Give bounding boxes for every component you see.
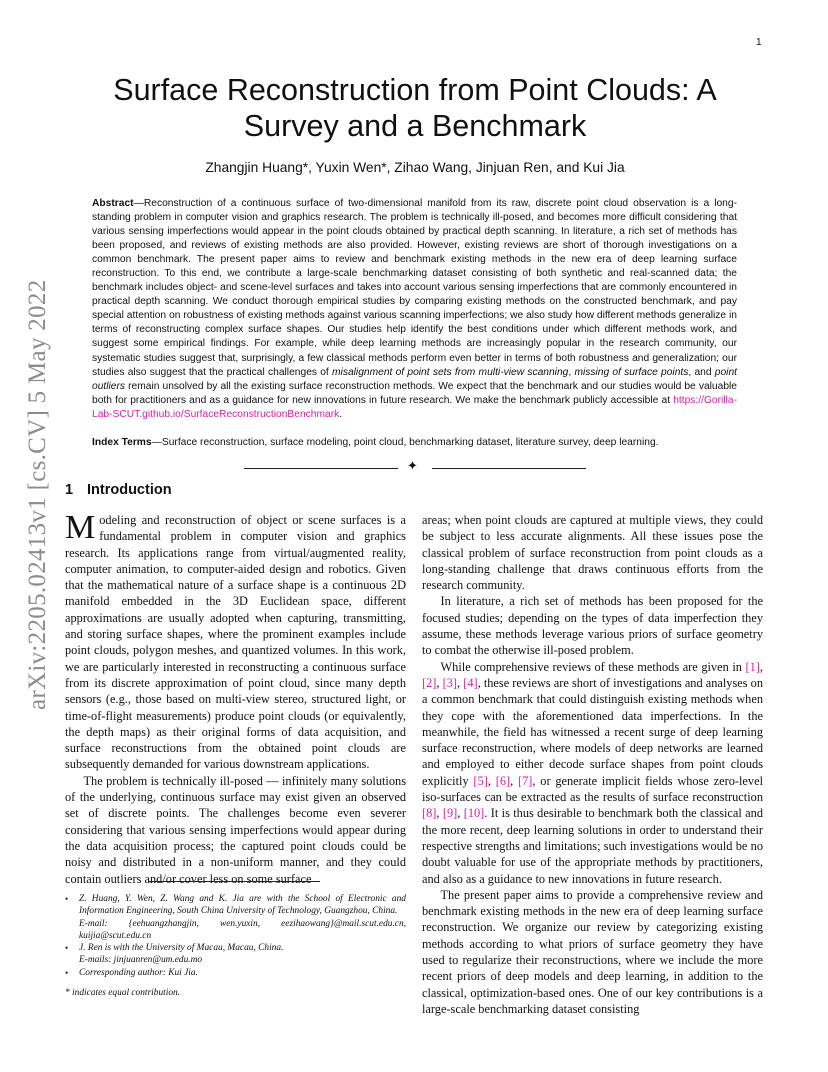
arxiv-identifier-stamp[interactable]: arXiv:2205.02413v1 [cs.CV] 5 May 2022 <box>24 279 51 710</box>
abstract <box>92 197 737 422</box>
footnote-affiliation-scut <box>65 893 406 942</box>
citation-link[interactable]: [2] <box>422 675 437 690</box>
bullet-icon: • <box>65 894 69 904</box>
intro-paragraph-1 <box>65 509 406 773</box>
citation-link[interactable]: [1] <box>745 659 760 674</box>
abstract-emphasis-outliers: point outliers <box>92 366 737 392</box>
paragraph-text: While comprehensive reviews of these methods are given in <box>440 659 746 674</box>
footnote-affiliation-macau <box>65 942 406 967</box>
abstract-separator: , <box>568 366 575 378</box>
paragraph-text: , these reviews are short of investigations and analyses on a common benchmark that could distinguish existing methods when they cope with the aforementioned data imperfections. In the meanwhile, the field has witnessed a recent surge of deep learning surface reconstruction, where models of deep networks are learned and employed to either decode surface shapes from point clouds explicitly <box>422 675 764 788</box>
citation-link[interactable]: [9] <box>442 806 458 821</box>
right-column <box>422 512 763 1017</box>
divider-star-icon: ✦ <box>407 459 418 474</box>
drop-cap: M <box>65 509 96 546</box>
divider-line-right <box>432 468 586 469</box>
abstract-emphasis-missing-points: missing of surface points <box>574 366 689 378</box>
citation-link[interactable]: [6] <box>495 773 511 788</box>
footnote-rule <box>148 881 320 882</box>
citation-link[interactable]: [10] <box>463 806 485 821</box>
bullet-icon: • <box>65 967 69 978</box>
section-heading-introduction <box>65 482 172 498</box>
divider-line-left <box>244 468 398 469</box>
footnote-email: E-mail: {eehuangzhangjin, wen.yuxin, eezihaowang}@mail.scut.edu.cn, kuijia@scut.edu.cn <box>79 918 406 941</box>
paragraph-text: , or generate implicit fields whose zero-level iso-surfaces can be extracted as the results of surface reconstruction <box>422 773 763 805</box>
footnotes <box>65 893 406 999</box>
footnote-email: E-mails: jinjuanren@um.edu.mo <box>79 955 203 966</box>
section-divider <box>244 459 586 474</box>
section-number: 1 <box>65 482 74 498</box>
intro-paragraph-6: The present paper aims to provide a comprehensive review and benchmark existing methods in the new era of deep learning surface reconstruction. We organize our review by categorizing existing methods according to what priors of surface geometry they have used to regularize their reconstructions, where we include the more recent priors of deep models and deep learning, in addition to the classical, optimization-based ones. One of our key contributions is a large-scale benchmarking dataset consisting <box>422 887 763 1016</box>
footnote-equal-contribution: * indicates equal contribution. <box>65 988 181 999</box>
footnote-text: J. Ren is with the University of Macau, Macau, China. <box>79 943 284 954</box>
index-terms-label: Index Terms <box>92 437 152 448</box>
intro-paragraph-5: While comprehensive reviews of these methods are given in [1], [2], [3], [4], these reviews are short of investigations and analyses on a common benchmark that could distinguish existing methods when they cope with the aforementioned data imperfections. In the meanwhile, the field has witnessed a recent surge of deep learning surface reconstruction, where models of deep networks are learned and employed to either decode surface shapes from point clouds explicitly [5], [6], [7], or generate implicit fields whose zero-level iso-surfaces can be extracted as the results of surface reconstruction [8], [9], [10]. It is thus desirable to benchmark both the classical and the more recent, deep learning solutions in order to understand their respective strengths and limitations; such investigations would be no doubt valuable for use of the appropriate methods by practitioners, and also as a guidance to new innovations in future research. <box>422 659 764 886</box>
abstract-text: —Reconstruction of a continuous surface of two-dimensional manifold from its raw, discrete point cloud observation is a long-standing problem in computer vision and graphics research. The problem is technically ill-posed, and becomes more difficult considering that various sensing imperfections would appear in the point clouds obtained by practical depth scanning. In literature, a rich set of methods has been proposed, and reviews of existing methods are also provided. However, existing reviews are short of thorough investigations on a common benchmark. The present paper aims to review and benchmark existing methods in the new era of deep learning surface reconstruction. To this end, we contribute a large-scale benchmarking dataset consisting of both synthetic and real-scanned data; the benchmark includes object- and scene-level surfaces and takes into account various sensing imperfections that are commonly encountered in practical depth scanning. We conduct thorough empirical studies by comparing existing methods on the constructed benchmark, and pay special attention on robustness of existing methods against various scanning imperfections; we also study how different methods generalize in terms of reconstructing complex surface shapes. Our studies help identify the best conditions under which different methods work, and suggest some empirical findings. For example, while deep learning methods are increasingly popular in the research community, our systematic studies suggest that, surprisingly, a few classical methods perform even better in terms of both robustness and generalization; our studies also suggest that the practical challenges of <box>92 198 737 378</box>
section-title: Introduction <box>87 482 172 498</box>
citation-link[interactable]: [7] <box>517 773 533 788</box>
page-number: 1 <box>756 37 762 48</box>
citation-link[interactable]: [4] <box>463 675 478 690</box>
abstract-emphasis-misalignment: misalignment of point sets from multi-view scanning <box>332 366 569 378</box>
index-terms <box>92 436 752 450</box>
intro-paragraph-1-text: odeling and reconstruction of object or scene surfaces is a fundamental problem in computer vision and graphics research. Its applications range from virtual/augmented reality, computer animation, to computer-aided design and robotics. Given that the mathematical nature of a surface shape is a continuous 2D manifold embedded in the 3D Euclidean space, different approximations are usually adopted when capturing, transmitting, and storing surface shapes, where the prominent examples include point clouds, polygon meshes, and quantized volumes. In this work, we are particularly interested in reconstructing a continuous surface from its discrete approximation of point cloud, since many depth sensors (e.g., those based on multi-view stereo, structured light, or time-of-flight measurements) produce point clouds (or equivalently, the depth maps) as their original forms of data acquisition, and surface reconstructions from the obtained point clouds are subsequently demanded for various downstream applications. <box>65 513 406 772</box>
citation-link[interactable]: [8] <box>422 806 437 821</box>
abstract-end: . <box>339 408 343 420</box>
paragraph-text: . It is thus desirable to benchmark both the classical and the more recent, deep learning solutions in order to understand their respective strengths and limitations; such investigations would be no doubt valuable for use of the appropriate methods by practitioners, and also as a guidance to new innovations in future research. <box>422 806 764 886</box>
index-terms-text: —Surface reconstruction, surface modeling, point cloud, benchmarking dataset, literature survey, deep learning. <box>151 437 659 448</box>
author-list: Zhangjin Huang*, Yuxin Wen*, Zihao Wang, Jinjuan Ren, and Kui Jia <box>205 160 625 175</box>
abstract-text-continued: remain unsolved by all the existing surface reconstruction methods. We expect that the benchmark and our studies would be valuable both for practitioners and as a guidance for new innovations in future research. We make the benchmark publicly accessible at <box>92 380 737 406</box>
intro-paragraph-3: areas; when point clouds are captured at multiple views, they could be subject to less accurate alignments. All these issues pose the classical problem of surface reconstruction from point clouds as a long-standing challenge that draws continuous efforts from the research community. <box>422 513 763 593</box>
bullet-icon: • <box>65 943 69 954</box>
paper-title: Surface Reconstruction from Point Clouds: A Survey and a Benchmark <box>113 73 717 143</box>
footnote-text: Z. Huang, Y. Wen, Z. Wang and K. Jia are with the School of Electronic and Information Engineering, South China University of Technology, Guangzhou, China. <box>79 894 406 917</box>
intro-paragraph-2: The problem is technically ill-posed — infinitely many solutions of the underlying, continuous surface may exist given an observed set of discrete points. The challenges become even severer considering that various sensing imperfections would appear during the data acquisition process; the captured point clouds could be noisy and distributed in a non-uniform manner, and they could contain outliers and/or cover less on some surface <box>65 773 406 886</box>
citation-link[interactable]: [3] <box>442 675 458 690</box>
abstract-label: Abstract <box>92 198 134 209</box>
footnote-corresponding-author <box>65 967 406 979</box>
benchmark-url-link[interactable]: https://Gorilla-Lab-SCUT.github.io/SurfaceReconstructionBenchmark <box>92 394 737 420</box>
citation-link[interactable]: [5] <box>473 773 488 788</box>
footnote-text: Corresponding author: Kui Jia. <box>79 967 198 978</box>
abstract-separator: , and <box>688 366 715 378</box>
left-column <box>65 509 406 887</box>
intro-paragraph-4: In literature, a rich set of methods has been proposed for the focused studies; depending on the types of data imperfection they assume, these methods leverage various priors of surface geometry to combat the otherwise ill-posed problem. <box>422 594 763 658</box>
